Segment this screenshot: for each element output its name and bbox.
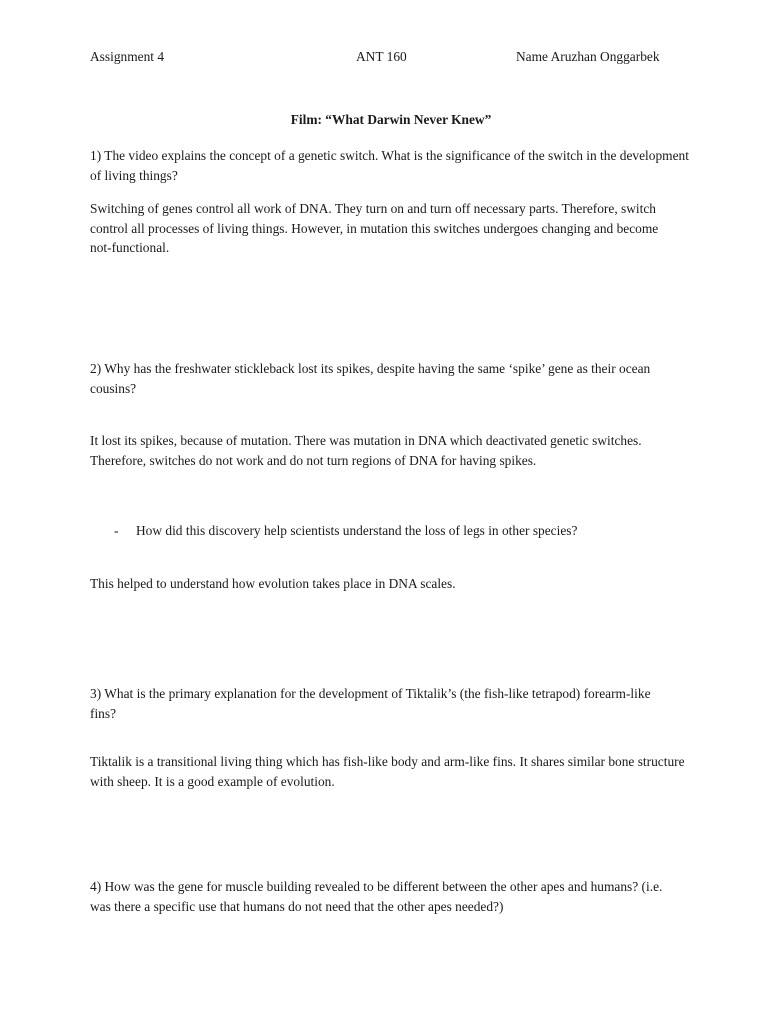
sub-question-2 xyxy=(114,521,577,541)
answer-2: It lost its spikes, because of mutation. There was mutation in DNA which deactivated genetic switches. Therefore, switches do not work and do not turn regions of DNA for having spikes. xyxy=(90,433,642,468)
answer-1: Switching of genes control all work of DNA. They turn on and turn off necessary parts. Therefore, switch control all processes of living things. However, in mutation this switches undergoes changing and become not-functional. xyxy=(90,201,659,255)
sub-question-2-text: How did this discovery help scientists understand the loss of legs in other species? xyxy=(136,523,578,538)
question-4: 4) How was the gene for muscle building revealed to be different between the other apes and humans? (i.e. was there a specific use that humans do not need that the other apes needed?) xyxy=(90,879,663,914)
question-1: 1) The video explains the concept of a genetic switch. What is the significance of the switch in the development of living things? xyxy=(90,148,689,183)
sub-answer-2: This helped to understand how evolution takes place in DNA scales. xyxy=(90,576,456,591)
course-code: ANT 160 xyxy=(356,49,407,64)
question-2: 2) Why has the freshwater stickleback lost its spikes, despite having the same ‘spike’ gene as their ocean cousins? xyxy=(90,361,651,396)
answer-3: Tiktalik is a transitional living thing which has fish-like body and arm-like fins. It shares similar bone structure with sheep. It is a good example of evolution. xyxy=(90,754,685,789)
student-name: Name Aruzhan Onggarbek xyxy=(516,49,660,64)
bullet-dash: - xyxy=(114,523,119,538)
assignment-label: Assignment 4 xyxy=(90,49,165,64)
question-3: 3) What is the primary explanation for the development of Tiktalik’s (the fish-like tetrapod) forearm-like fins? xyxy=(90,686,651,721)
document-title: Film: “What Darwin Never Knew” xyxy=(290,112,492,127)
